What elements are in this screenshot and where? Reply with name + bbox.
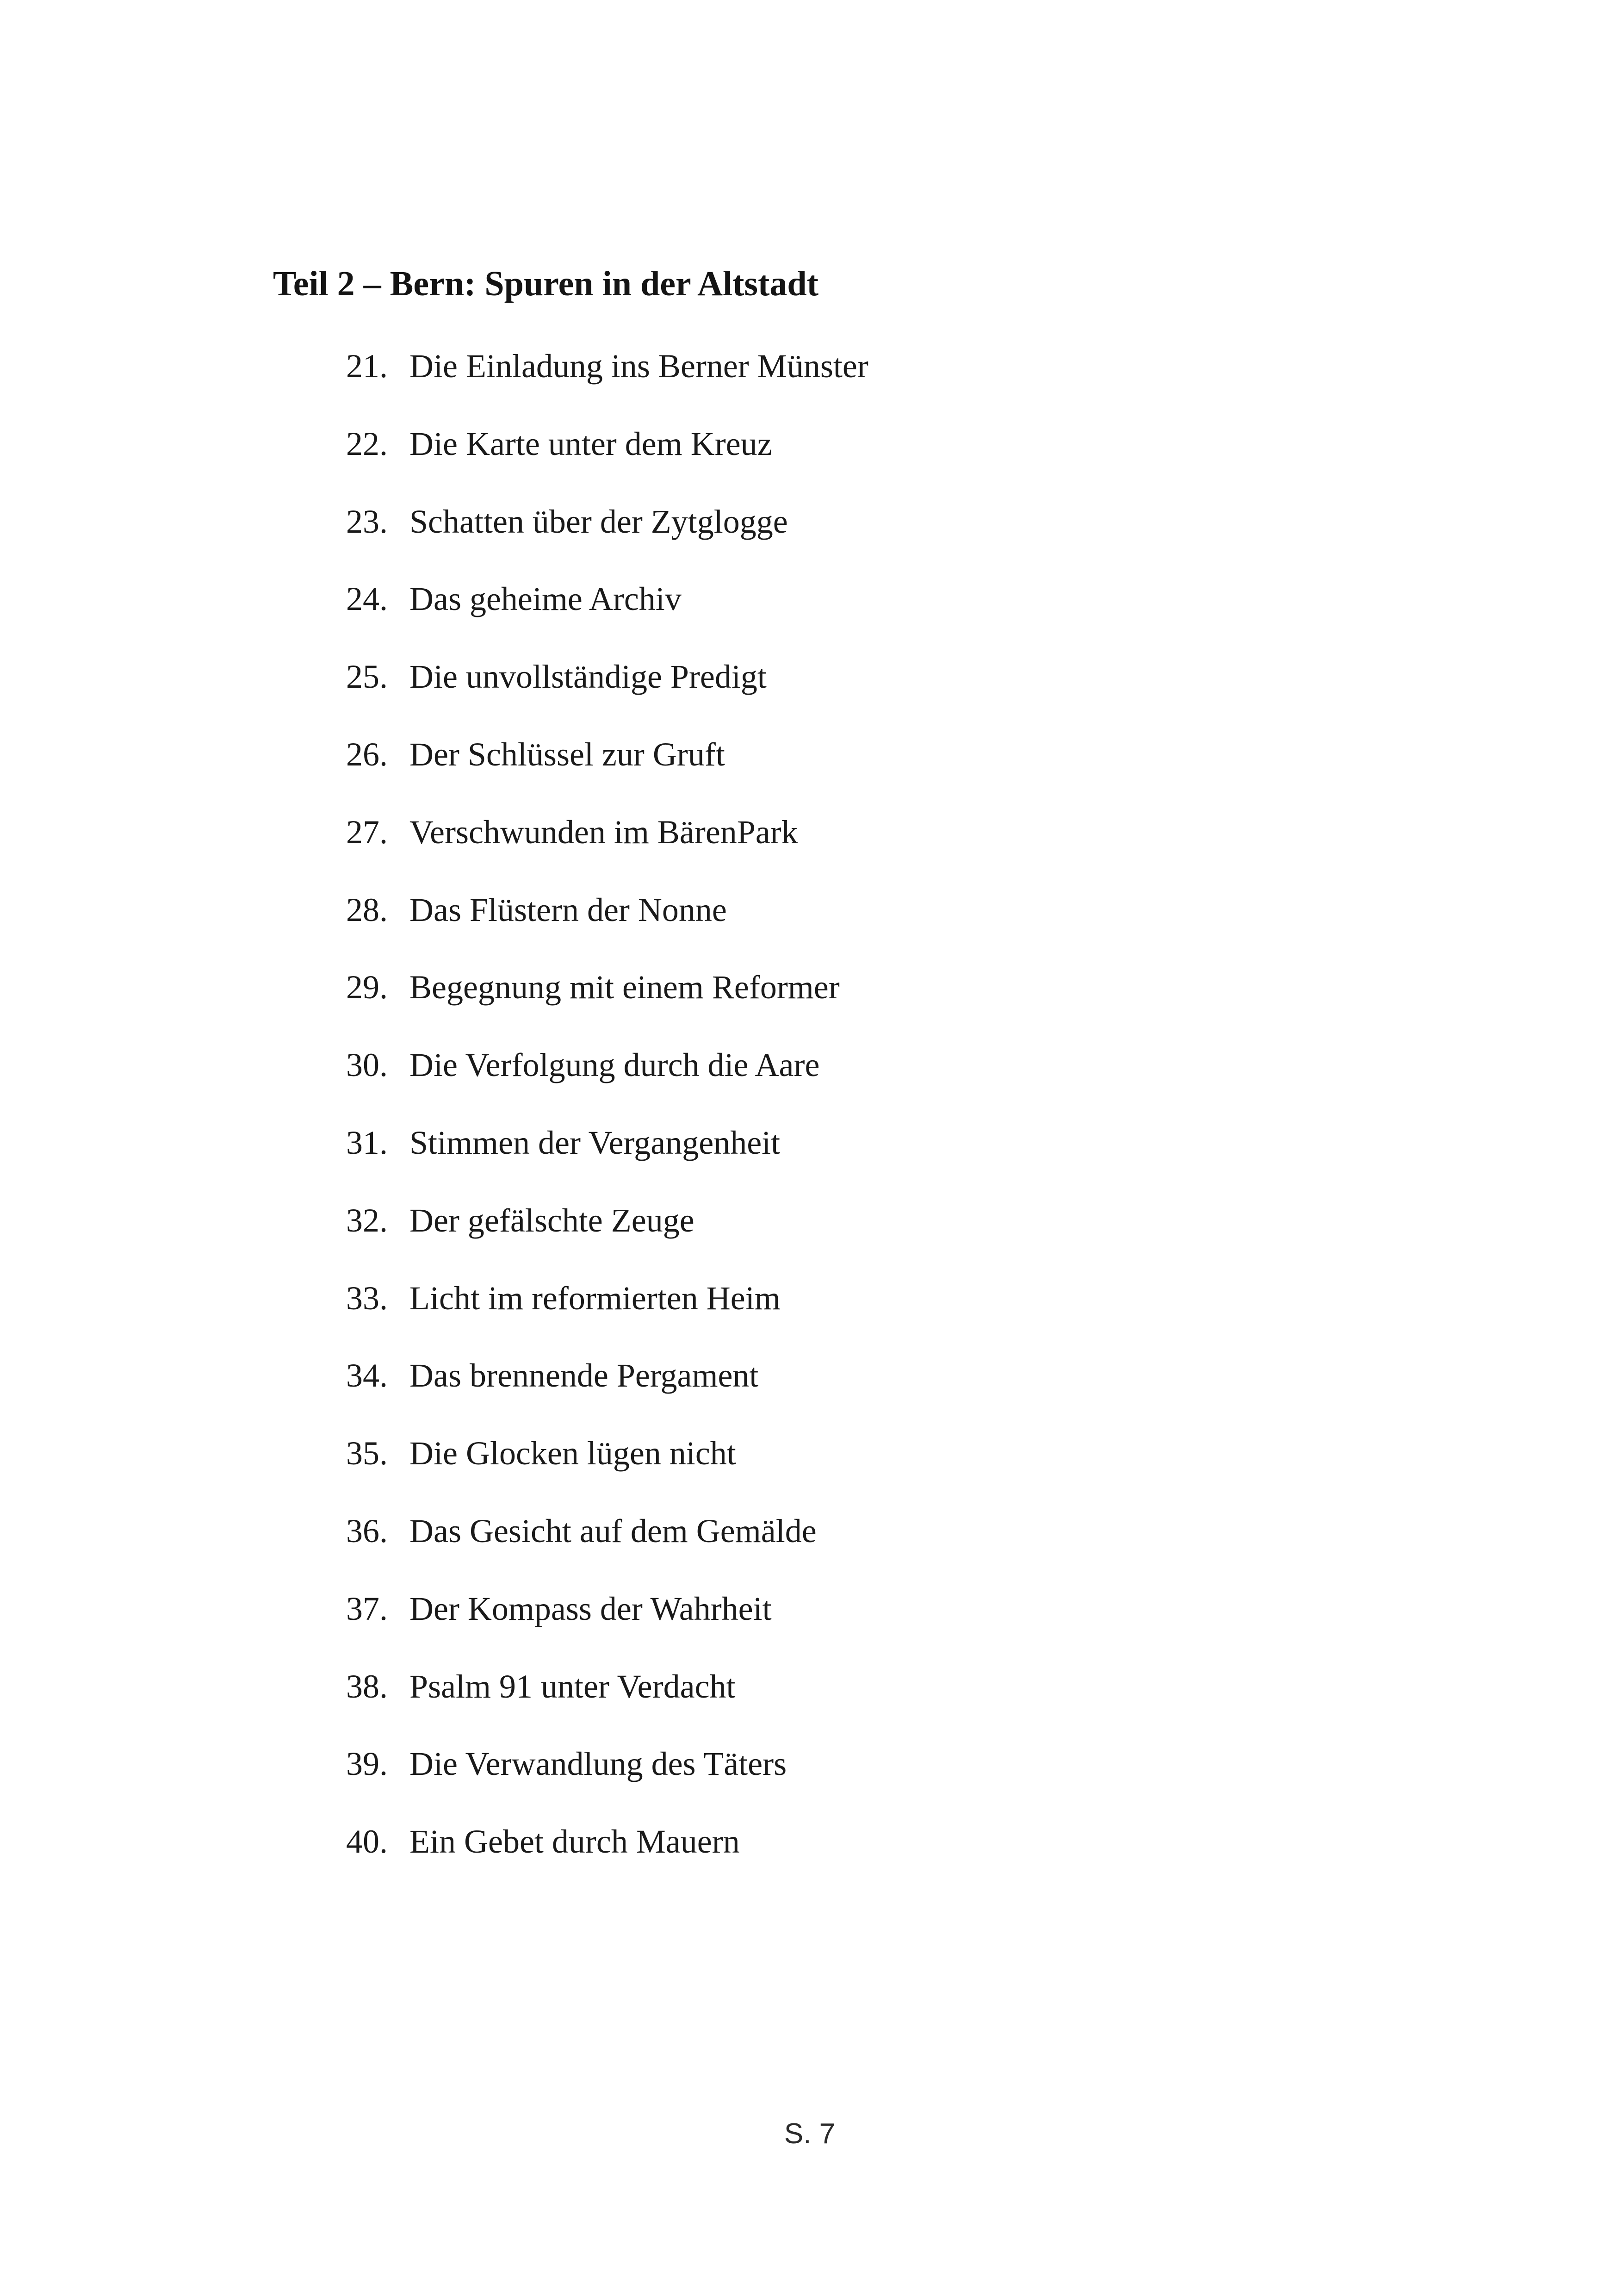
chapter-number: 35. xyxy=(346,1435,388,1472)
chapter-number: 31. xyxy=(346,1124,388,1161)
toc-item xyxy=(0,971,1618,1048)
toc-item xyxy=(0,1126,1618,1204)
toc-item xyxy=(0,349,1618,427)
toc-item xyxy=(0,1514,1618,1592)
chapter-number: 30. xyxy=(346,1046,388,1084)
chapter-title: Der Kompass der Wahrheit xyxy=(409,1590,772,1627)
toc-item xyxy=(0,505,1618,583)
toc-item xyxy=(0,893,1618,971)
chapter-number: 33. xyxy=(346,1279,388,1317)
chapter-number: 37. xyxy=(346,1590,388,1627)
toc-item xyxy=(0,1279,1618,1359)
chapter-title: Ein Gebet durch Mauern xyxy=(409,1823,740,1860)
chapter-title: Die Glocken lügen nicht xyxy=(409,1435,736,1472)
toc-item xyxy=(0,1048,1618,1126)
chapter-number: 32. xyxy=(346,1201,388,1239)
toc-item xyxy=(0,660,1618,738)
chapter-title: Das brennende Pergament xyxy=(409,1357,759,1394)
chapter-number: 26. xyxy=(346,735,388,773)
toc-item xyxy=(0,1437,1618,1514)
chapter-number: 40. xyxy=(346,1823,388,1860)
chapter-title: Der gefälschte Zeuge xyxy=(409,1201,694,1239)
chapter-number: 29. xyxy=(346,969,388,1006)
chapter-title: Verschwunden im BärenPark xyxy=(409,813,798,851)
chapter-title: Begegnung mit einem Reformer xyxy=(409,969,840,1006)
toc-item xyxy=(0,1825,1618,1903)
toc-item xyxy=(0,427,1618,505)
toc-item xyxy=(0,1201,1618,1282)
toc-item xyxy=(0,582,1618,660)
chapter-title: Das Flüstern der Nonne xyxy=(409,891,727,928)
chapter-title: Der Schlüssel zur Gruft xyxy=(409,735,725,773)
toc-item xyxy=(0,1359,1618,1437)
chapter-title: Die Verfolgung durch die Aare xyxy=(409,1046,820,1084)
toc-item xyxy=(0,815,1618,893)
toc-item xyxy=(0,1670,1618,1748)
chapter-title: Licht im reformierten Heim xyxy=(409,1279,781,1317)
table-of-contents xyxy=(0,349,1618,1903)
chapter-title: Psalm 91 unter Verdacht xyxy=(409,1668,736,1705)
chapter-number: 27. xyxy=(346,813,388,851)
chapter-title: Das geheime Archiv xyxy=(409,580,682,618)
chapter-number: 23. xyxy=(346,503,388,540)
chapter-number: 25. xyxy=(346,658,388,696)
chapter-number: 36. xyxy=(346,1512,388,1549)
chapter-title: Die unvollständige Predigt xyxy=(409,658,767,696)
toc-item xyxy=(0,735,1618,815)
page-number: S. 7 xyxy=(784,2118,836,2150)
chapter-title: Stimmen der Vergangenheit xyxy=(409,1124,781,1161)
chapter-title: Die Verwandlung des Täters xyxy=(409,1745,787,1783)
chapter-number: 28. xyxy=(346,891,388,928)
chapter-number: 38. xyxy=(346,1668,388,1705)
chapter-number: 21. xyxy=(346,348,388,385)
toc-item xyxy=(0,1592,1618,1670)
section-title: Teil 2 – Bern: Spuren in der Altstadt xyxy=(273,264,818,303)
chapter-number: 34. xyxy=(346,1357,388,1394)
toc-item xyxy=(0,1747,1618,1825)
chapter-title: Schatten über der Zytglogge xyxy=(409,503,788,540)
chapter-number: 22. xyxy=(346,425,388,462)
chapter-number: 39. xyxy=(346,1745,388,1783)
chapter-title: Die Einladung ins Berner Münster xyxy=(409,348,868,385)
chapter-number: 24. xyxy=(346,580,388,618)
chapter-title: Das Gesicht auf dem Gemälde xyxy=(409,1512,817,1549)
chapter-title: Die Karte unter dem Kreuz xyxy=(409,425,772,462)
